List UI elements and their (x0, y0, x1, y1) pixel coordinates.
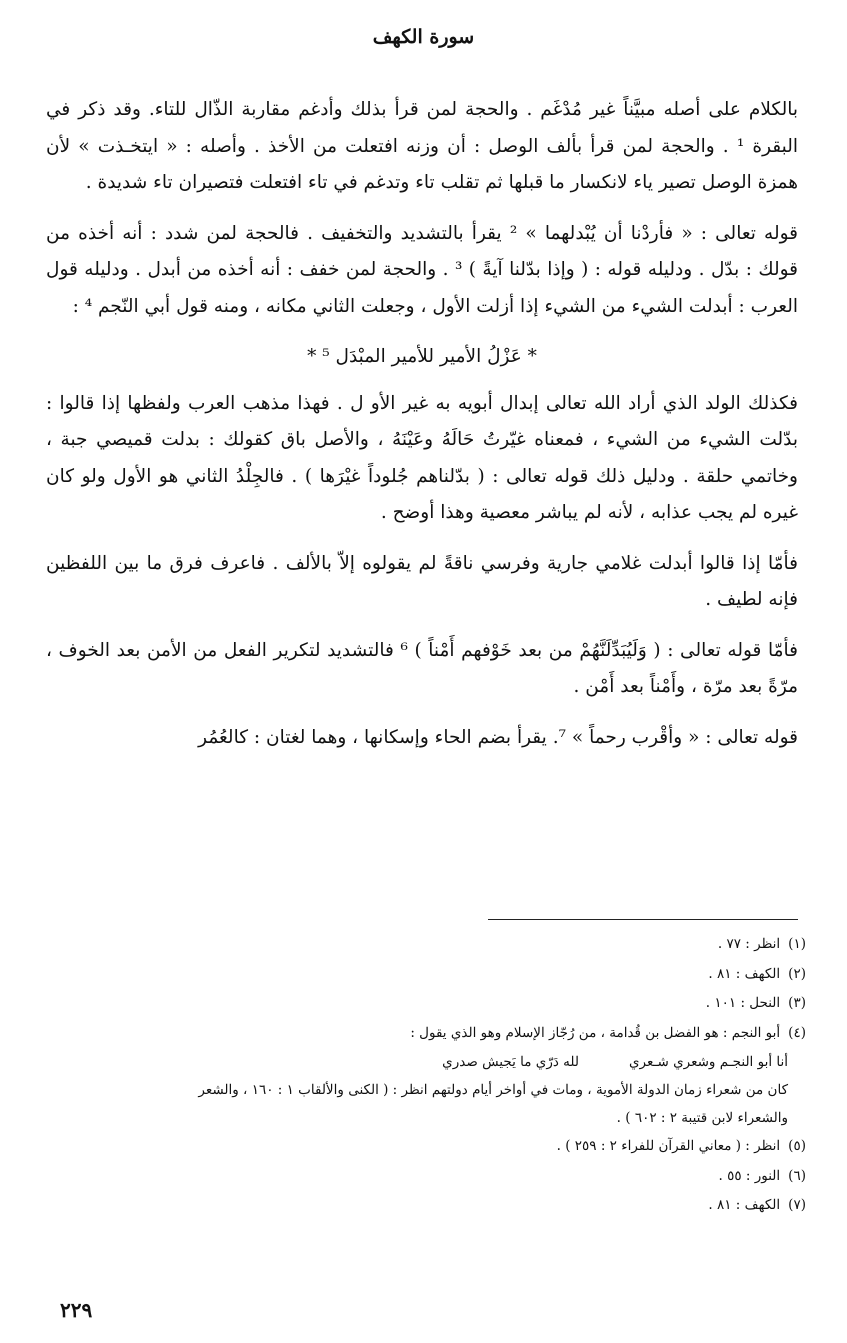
footnote-6 (40, 1162, 806, 1192)
footnote-4-continuation-2: والشعراء لابن قتيبة ٢ : ٦٠٢ ) . (616, 1110, 788, 1126)
paragraph-1: بالكلام على أصله مبيَّناً غير مُدْغَم . والحجة لمن قرأ بذلك وأدغم مقاربة الذّال للتاء. وقد ذكر في البقرة ¹ . والحجة لمن قرأ بألف الوصل : أن وزنه افتعلت من الأخذ . وأصله : « ايتخـذت » لأن همزة الوصل تصير ياء لانكسار ما قبلها ثم تقلب تاء وتدغم في تاء افتعلت فتصيران تاء شديدة . (46, 99, 799, 193)
footnote-text: الكهف : ٨١ . (708, 1197, 781, 1213)
footnote-text: انظر : ( معاني القرآن للفراء ٢ : ٢٥٩ ) . (556, 1138, 781, 1154)
footnote-3 (40, 989, 806, 1019)
paragraph-4: فأمّا إذا قالوا أبدلت غلامي جارية وفرسي ناقةً لم يقولوه إلاّ بالألف . فاعرف فرق ما بين اللفظين فإنه لطيف . (46, 552, 798, 610)
footnote-2 (40, 960, 806, 990)
footnote-number: (٣) (788, 995, 806, 1011)
paragraph-5: فأمّا قوله تعالى : ( وَلَيُبَدِّلَنَّهُمْ من بعد خَوْفهم أَمْناً ) ⁶ فالتشديد لتكرير الفعل من الأمن بعد الخوف ، مرّةً بعد مرّة ، وأَمْناً بعد أَمْن . (46, 639, 798, 697)
footnote-number: (١) (788, 936, 806, 952)
paragraph-2: قوله تعالى : « فأردْنا أن يُبْدلهما » ² يقرأ بالتشديد والتخفيف . فالحجة لمن شدد : أنه أخذه من قولك : بدّل . ودليله قوله : ( وإذا بدّلنا آيةً ) ³ . والحجة لمن خفف : أنه أخذه من أبدل . ودليله قول العرب : أبدلت الشيء من الشيء إذا أزلت الأول ، وجعلت الثاني مكانه ، ومنه قول أبي النّجم ⁴ : (46, 222, 798, 317)
poem-verse (40, 1048, 806, 1076)
footnote-number: (٢) (788, 965, 806, 982)
footnote-divider (488, 919, 798, 920)
footnote-5 (40, 1132, 806, 1162)
footnote-text: انظر : ٧٧ . (717, 936, 781, 952)
footnote-1 (40, 930, 806, 960)
page-number: ٢٢٩ (60, 1298, 93, 1322)
footnote-4-continuation-1: كان من شعراء زمان الدولة الأموية ، ومات في أواخر أيام دولتهم انظر : ( الكنى والألقاب ١ : ١٦٠ ، والشعر (198, 1082, 788, 1098)
poem-first-hemistich: أنا أبو النجـم وشعري شـعري (628, 1054, 788, 1070)
paragraph-3: فكذلك الولد الذي أراد الله تعالى إبدال أبويه به غير الأو ل . فهذا مذهب العرب ولفظها إذا قالوا : بدّلت الشيء من الشيء ، فمعناه غيّرتُ حَالَهُ وعَيْنَهُ ، والأصل باق كقولك : بدلت قميصي جبة ، وخاتمي حلقة . ودليل ذلك قوله تعالى : ( بدّلناهم جُلوداً غيْرَها ) . فالجِلْدُ الثاني هو الأول ولو كان غيره لم يجب عذابه ، لأنه لم يباشر معصية وهذا أوضح . (46, 392, 798, 523)
footnote-7 (40, 1191, 806, 1221)
footnote-number: (٦) (788, 1167, 806, 1184)
verse-line: * عَزْلُ الأمير للأمير المبْدَل ⁵ * (307, 346, 537, 367)
footnote-text: النحل : ١٠١ . (705, 995, 781, 1011)
paragraph-6: قوله تعالى : « وأقْرب رحماً » ⁷. يقرأ بضم الحاء وإسكانها ، وهما لغتان : كالعُمُر (198, 726, 798, 748)
main-text (46, 92, 798, 770)
footnote-number: (٧) (788, 1197, 806, 1213)
footnote-text: الكهف : ٨١ . (708, 965, 781, 982)
poem-second-hemistich: لله دَرّي ما يَجيش صدري (442, 1054, 579, 1070)
footnote-4 (40, 1019, 806, 1049)
footnotes (40, 930, 806, 1221)
footnote-text: النور : ٥٥ . (718, 1167, 781, 1184)
footnote-number: (٥) (788, 1138, 806, 1154)
footnote-text: أبو النجم : هو الفضل بن قُدامة ، من رُجّاز الإسلام وهو الذي يقول : (410, 1024, 781, 1041)
footnote-number: (٤) (788, 1024, 806, 1041)
page-header-title: سورة الكهف (372, 26, 475, 48)
